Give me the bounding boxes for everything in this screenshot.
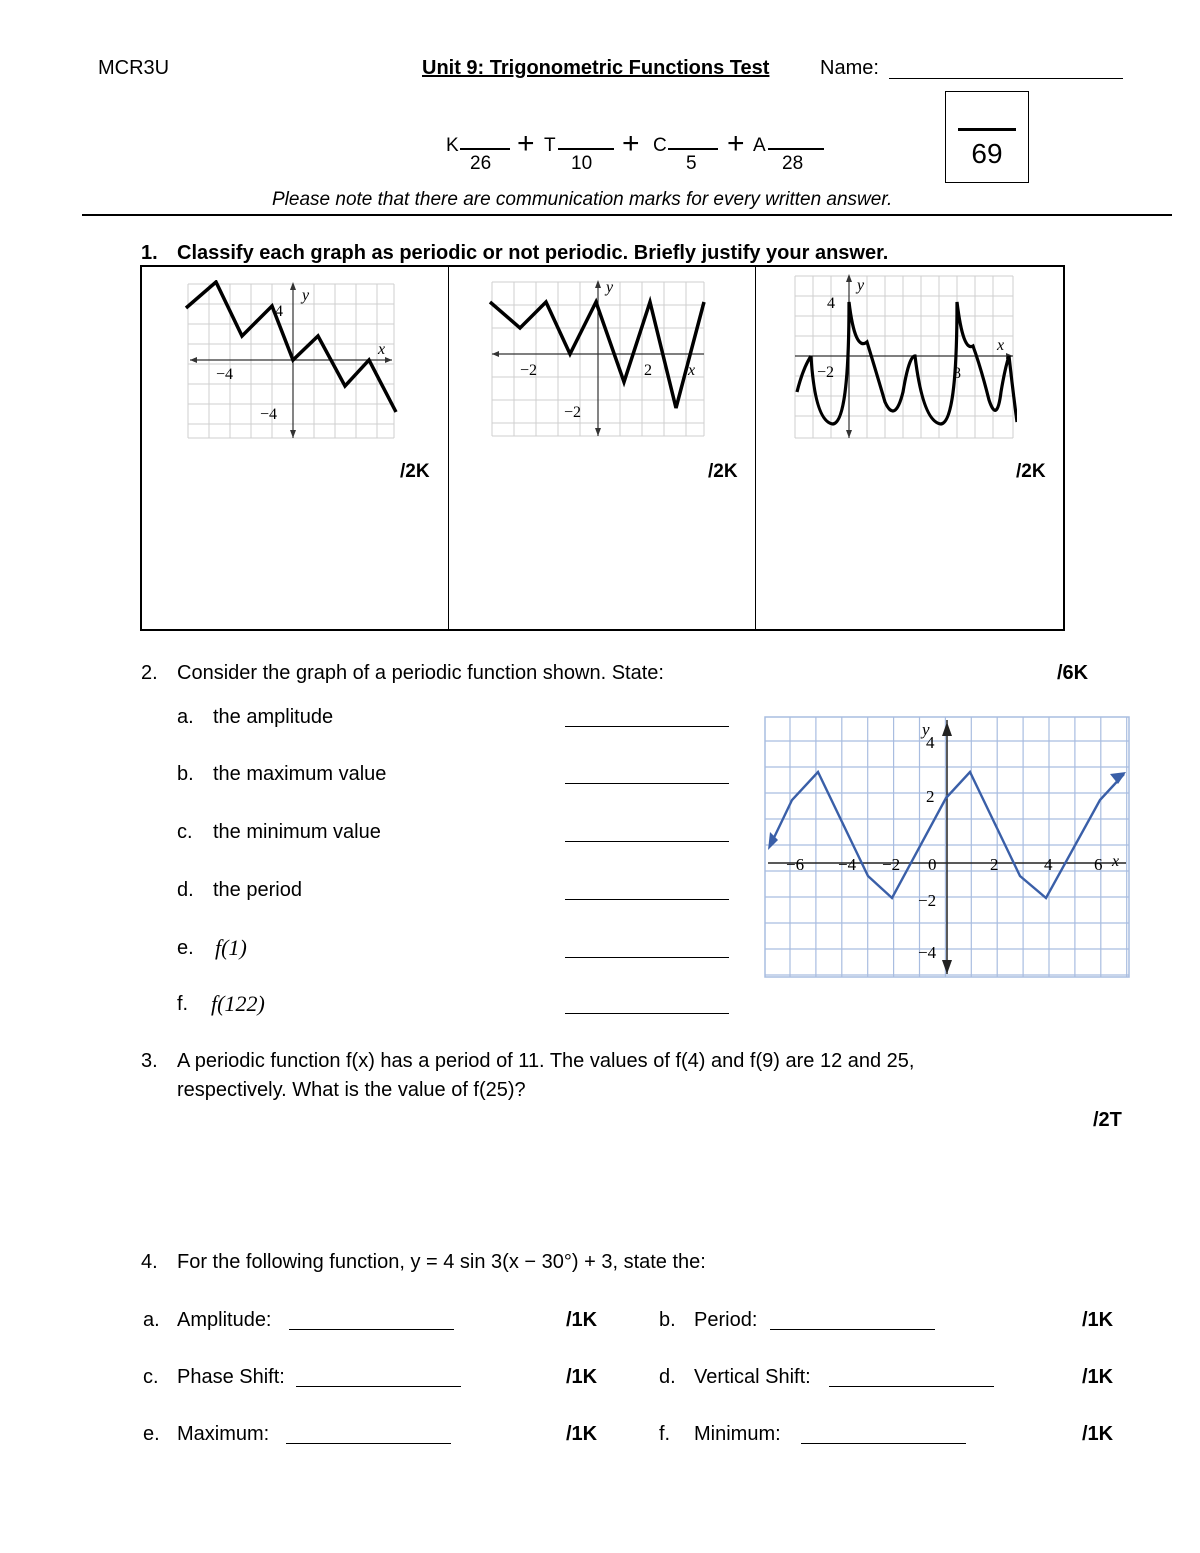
q2-item-text: the amplitude [213, 706, 334, 728]
q4-item-letter: b. [659, 1309, 676, 1331]
mark-a-line [768, 148, 824, 150]
graph-label: 4 [275, 303, 283, 320]
arrow-up-icon [595, 280, 601, 288]
test-title: Unit 9: Trigonometric Functions Test [422, 57, 770, 79]
q2-item-letter: b. [177, 763, 194, 785]
arrow-up-icon [846, 274, 852, 282]
q4-item-label: Period: [694, 1309, 758, 1331]
tick-label: −2 [918, 891, 937, 910]
q4-answer-blank[interactable] [286, 1443, 451, 1444]
q2-item-letter: e. [177, 937, 194, 959]
score-line [958, 128, 1016, 131]
q2-answer-blank[interactable] [565, 841, 729, 842]
q1-number: 1. [141, 242, 158, 264]
arrow-down-icon [290, 430, 296, 438]
tick-label: 4 [926, 733, 935, 752]
graph-label: y [922, 720, 930, 739]
arrow-right-icon [1110, 772, 1126, 784]
mark-t-total: 10 [571, 153, 593, 174]
arrow-up-icon [290, 282, 296, 290]
tick-label: −4 [838, 855, 857, 874]
arrow-left-icon [190, 357, 197, 363]
q2-item-letter: d. [177, 879, 194, 901]
graph-label: y [302, 287, 310, 304]
q4-answer-blank[interactable] [770, 1329, 935, 1330]
q2-item-letter: c. [177, 821, 193, 843]
tick-label: 2 [990, 855, 999, 874]
q2-answer-blank[interactable] [565, 726, 729, 727]
q4-answer-blank[interactable] [801, 1443, 966, 1444]
mark-c-line [668, 148, 718, 150]
q2-item-text: f(1) [215, 935, 247, 960]
mark-t-letter: T [544, 135, 556, 156]
q3-text-line2: respectively. What is the value of f(25)? [177, 1079, 526, 1101]
header-divider [82, 214, 1172, 216]
q1-cell-divider [755, 267, 756, 629]
graph-label: −2 [564, 404, 582, 421]
graph-label: 8 [953, 365, 961, 382]
graph-label: y [857, 277, 865, 294]
q4-item-letter: f. [659, 1423, 671, 1445]
graph-label: −4 [260, 406, 278, 423]
q4-item-letter: a. [143, 1309, 160, 1331]
q2-answer-blank[interactable] [565, 899, 729, 900]
q2-graph [764, 716, 1130, 978]
mark-k-letter: K [446, 135, 459, 156]
plus-sign: + [622, 127, 640, 160]
q4-item-label: Minimum: [694, 1423, 781, 1445]
q2-answer-blank[interactable] [565, 1013, 729, 1014]
q1-marks-2: /2K [708, 461, 738, 482]
mark-k-total: 26 [470, 153, 492, 174]
q4-item-marks: /1K [1082, 1366, 1114, 1388]
q1-cell-divider [448, 267, 449, 629]
q4-answer-blank[interactable] [829, 1386, 994, 1387]
mark-t-line [558, 148, 614, 150]
communication-note: Please note that there are communication marks for every written answer. [272, 189, 893, 210]
q3-text-line1: A periodic function f(x) has a period of 11. The values of f(4) and f(9) are 12 and 25, [177, 1050, 915, 1072]
graph-curve [797, 302, 1017, 424]
q2-item-letter: f. [177, 993, 189, 1015]
q1-graph-2 [488, 278, 710, 440]
name-label: Name: [820, 57, 879, 79]
q4-item-label: Amplitude: [177, 1309, 272, 1331]
q2-answer-blank[interactable] [565, 957, 729, 958]
graph-label: −4 [216, 366, 234, 383]
arrow-down-icon [595, 428, 601, 436]
q4-item-marks: /1K [1082, 1423, 1114, 1445]
arrow-right-icon [385, 357, 392, 363]
mark-a-letter: A [753, 135, 766, 156]
plus-sign: + [727, 127, 745, 160]
graph-label: x [378, 341, 386, 358]
q4-item-marks: /1K [566, 1423, 598, 1445]
q4-item-marks: /1K [1082, 1309, 1114, 1331]
graph-label: x [688, 362, 696, 379]
q2-item-text: f(122) [211, 991, 265, 1016]
q4-text: For the following function, y = 4 sin 3(x − 30°) + 3, state the: [177, 1251, 706, 1273]
graph-grid [188, 284, 394, 438]
plus-sign: + [517, 127, 535, 160]
course-code: MCR3U [98, 57, 170, 79]
mark-c-letter: C [653, 135, 667, 156]
graph-label: x [1112, 853, 1120, 870]
q1-text: Classify each graph as periodic or not periodic. Briefly justify your answer. [177, 242, 889, 264]
mark-c-total: 5 [686, 153, 697, 174]
q4-answer-blank[interactable] [289, 1329, 454, 1330]
q2-item-text: the period [213, 879, 302, 901]
graph-label: 2 [644, 362, 652, 379]
graph-label: 4 [827, 295, 835, 312]
tick-label: −4 [918, 943, 937, 962]
graph-label: −2 [520, 362, 538, 379]
tick-label: 2 [926, 787, 935, 806]
arrow-down-icon [942, 960, 952, 974]
q4-answer-blank[interactable] [296, 1386, 461, 1387]
q3-marks: /2T [1093, 1109, 1122, 1131]
name-field[interactable] [889, 78, 1123, 79]
q1-marks-1: /2K [400, 461, 430, 482]
mark-k-line [460, 148, 510, 150]
q4-item-label: Phase Shift: [177, 1366, 285, 1388]
q4-number: 4. [141, 1251, 158, 1273]
arrow-left-icon [492, 351, 499, 357]
q4-item-label: Vertical Shift: [694, 1366, 811, 1388]
tick-label: 0 [928, 855, 937, 874]
score-box [945, 91, 1029, 183]
graph-curve [490, 302, 704, 408]
arrow-down-icon [846, 430, 852, 438]
q2-item-text: the minimum value [213, 821, 381, 843]
q4-item-marks: /1K [566, 1309, 598, 1331]
q2-marks: /6K [1057, 662, 1089, 684]
q2-number: 2. [141, 662, 158, 684]
q1-graph-1 [184, 280, 398, 440]
graph-label: −2 [817, 364, 835, 381]
tick-label: −2 [882, 855, 901, 874]
mark-a-total: 28 [782, 153, 804, 174]
q2-item-letter: a. [177, 706, 194, 728]
graph-label: y [606, 279, 614, 296]
q4-item-letter: e. [143, 1423, 160, 1445]
q4-item-letter: d. [659, 1366, 676, 1388]
q4-item-label: Maximum: [177, 1423, 270, 1445]
q2-text: Consider the graph of a periodic function shown. State: [177, 662, 664, 684]
graph-curve [186, 282, 396, 412]
q1-graph-3 [791, 272, 1017, 442]
q3-answer-area[interactable] [177, 1140, 1077, 1230]
score-total: 69 [971, 138, 1003, 169]
q1-marks-3: /2K [1016, 461, 1046, 482]
tick-label: 6 [1094, 855, 1103, 874]
q4-item-marks: /1K [566, 1366, 598, 1388]
tick-label: 4 [1044, 855, 1053, 874]
q2-item-text: the maximum value [213, 763, 387, 785]
arrow-up-icon [942, 722, 952, 736]
tick-label: −6 [786, 855, 805, 874]
q2-answer-blank[interactable] [565, 783, 729, 784]
q3-number: 3. [141, 1050, 158, 1072]
q4-item-letter: c. [143, 1366, 159, 1388]
graph-label: x [997, 337, 1005, 354]
